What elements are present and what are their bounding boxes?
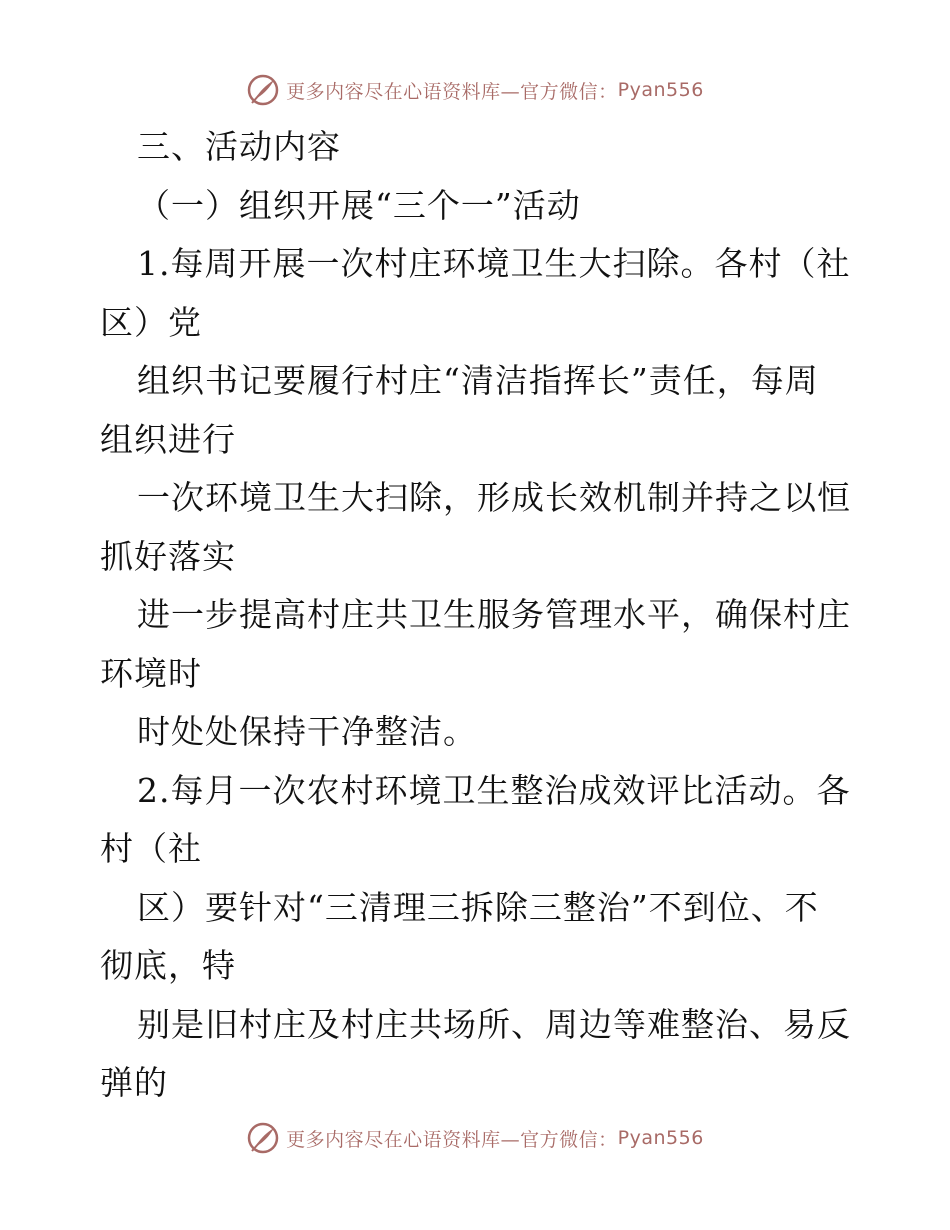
text-line: 彻底，特 [100, 946, 236, 985]
text-line: 村（社 [100, 829, 202, 868]
text-line: 抓好落实 [100, 536, 236, 576]
text-line: 2.每月一次农村环境卫生整治成效评比活动。各 [137, 770, 851, 810]
text-line: 三、活动内容 [137, 127, 341, 166]
text-line: 一次环境卫生大扫除，形成长效机制并持之以恒 [137, 478, 851, 517]
text-line: 弹的 [100, 1063, 168, 1102]
footer-watermark [0, 1118, 950, 1158]
header-watermark [0, 70, 950, 110]
text-line: 时处处保持干净整洁。 [137, 712, 477, 751]
watermark-handle: Pyan556 [617, 79, 704, 101]
text-line: 区）党 [100, 302, 202, 342]
text-line: 环境时 [100, 653, 202, 693]
text-line: （一）组织开展“三个一”活动 [137, 185, 581, 225]
feather-logo-icon [246, 73, 280, 107]
text-line: 进一步提高村庄共卫生服务管理水平，确保村庄 [137, 595, 851, 634]
watermark-text: 更多内容尽在心语资料库—官方微信： [286, 1128, 618, 1151]
feather-logo-icon [246, 1121, 280, 1155]
document-body [100, 118, 860, 1113]
text-line: 组织书记要履行村庄“清洁指挥长”责任，每周 [137, 361, 819, 400]
text-line: 区）要针对“三清理三拆除三整治”不到位、不 [137, 887, 819, 927]
text-line: 组织进行 [100, 419, 236, 459]
watermark-handle: Pyan556 [617, 1127, 704, 1149]
text-line: 别是旧村庄及村庄共场所、周边等难整治、易反 [137, 1004, 851, 1044]
text-line: 1.每周开展一次村庄环境卫生大扫除。各村（社 [137, 244, 851, 283]
watermark-text: 更多内容尽在心语资料库—官方微信： [286, 80, 618, 103]
